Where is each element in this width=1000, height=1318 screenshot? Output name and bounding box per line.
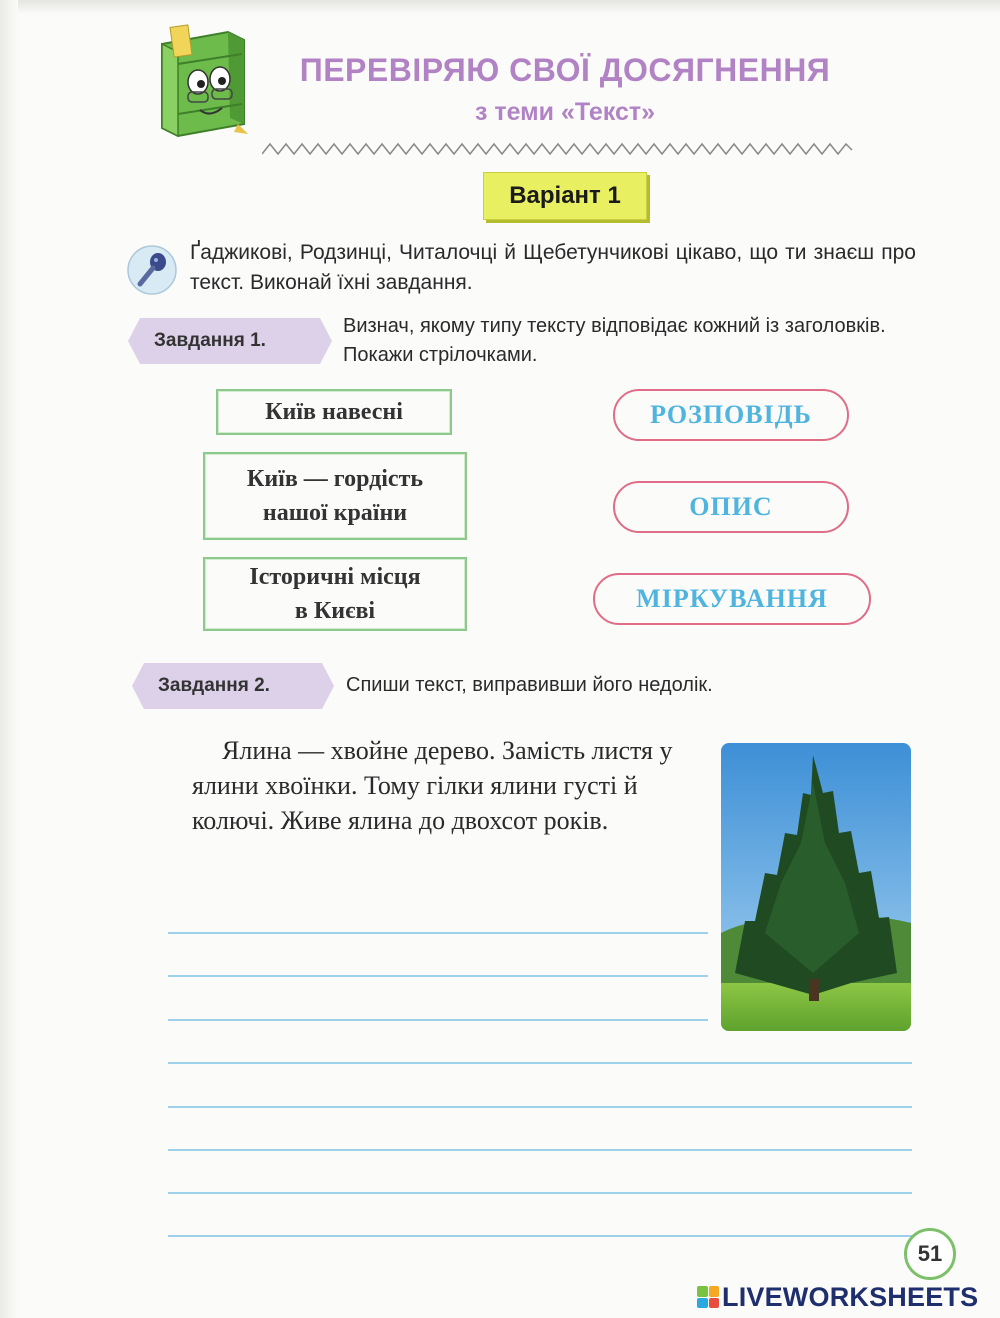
title-box-2-line2: нашої країни (262, 500, 408, 526)
title-box-3[interactable] (203, 557, 467, 631)
writing-line-2[interactable] (168, 975, 708, 977)
page-shadow-left (0, 0, 18, 1318)
microphone-icon (126, 244, 178, 296)
intro-text: Ґаджикові, Родзинці, Читалочці й Щебетунчикові цікаво, що ти знаєш про текст. Виконай їхні завдання. (190, 241, 916, 294)
task2-passage: Ялина — хвойне дерево. Замість листя у ялини хвоїнки. Тому гілки ялини густі й колючі. Живе ялина до двохсот років. (192, 736, 673, 835)
writing-line-5[interactable] (168, 1106, 912, 1108)
page-title: ПЕРЕВІРЯЮ СВОЇ ДОСЯГНЕННЯ (299, 52, 831, 88)
title-box-2-line1: Київ — гордість (246, 466, 424, 492)
type-pill-narrative[interactable]: РОЗПОВІДЬ (613, 389, 849, 441)
title-box-3-line2: в Києві (294, 598, 376, 624)
title-box-3-line1: Історичні місця (249, 564, 421, 590)
watermark-text: LIVEWORKSHEETS (722, 1281, 979, 1312)
writing-line-1[interactable] (168, 932, 708, 934)
writing-line-3[interactable] (168, 1019, 708, 1021)
title-box-1[interactable] (216, 389, 452, 435)
title-box-1-line1: Київ навесні (265, 399, 403, 425)
writing-line-6[interactable] (168, 1149, 912, 1151)
page-shadow-top (0, 0, 1000, 14)
decorative-zigzag (262, 136, 854, 160)
task1-instructions: Визнач, якому типу тексту відповідає кожний із заголовків. Покажи стрілочками. (343, 315, 886, 366)
variant-label: Варіант 1 (483, 172, 647, 220)
task2-label-text: Завдання 2. (158, 675, 270, 696)
liveworksheets-logo-icon (697, 1286, 719, 1308)
type-pill-description[interactable]: ОПИС (613, 481, 849, 533)
page-subtitle: з теми «Текст» (474, 98, 656, 126)
tree-photo (721, 743, 911, 1031)
title-box-2[interactable] (203, 452, 467, 540)
writing-line-4[interactable] (168, 1062, 912, 1064)
task2-instructions: Спиши текст, виправивши його недолік. (346, 674, 713, 696)
book-mascot-icon (148, 24, 260, 140)
task1-label-text: Завдання 1. (154, 330, 266, 351)
liveworksheets-watermark (697, 1282, 978, 1312)
writing-line-7[interactable] (168, 1192, 912, 1194)
task1-label (128, 316, 334, 366)
page-number: 51 (904, 1228, 956, 1280)
task2-label (132, 661, 336, 711)
writing-line-8[interactable] (168, 1235, 912, 1237)
type-pill-reasoning[interactable]: МІРКУВАННЯ (593, 573, 871, 625)
